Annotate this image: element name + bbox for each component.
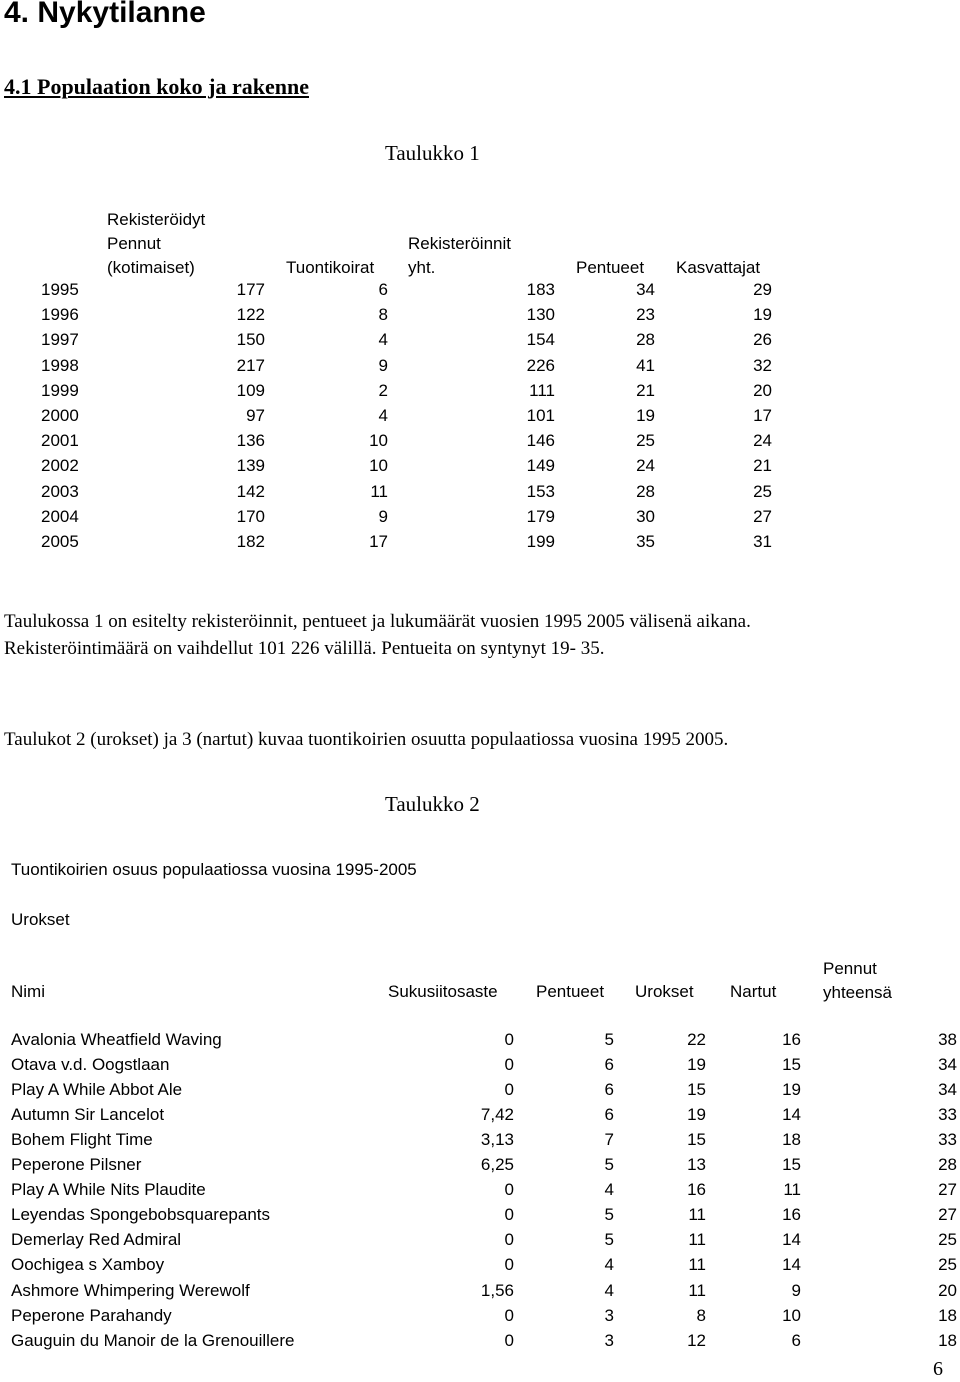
table2-cell-males: 11 [688, 1230, 706, 1250]
table1-cell-breeders: 27 [753, 506, 772, 526]
table1-cell-imports: 11 [370, 481, 388, 501]
table2-cell-coi: 0 [504, 1055, 514, 1075]
table2-cell-litters: 6 [604, 1080, 614, 1100]
table1-cell-breeders: 24 [753, 431, 772, 451]
table1-cell-breeders: 26 [753, 330, 772, 350]
table2-cell-females: 14 [782, 1255, 801, 1275]
table2-cell-females: 19 [782, 1080, 801, 1100]
table2-cell-name: Autumn Sir Lancelot [11, 1105, 165, 1125]
table1-cell-registered: 170 [236, 506, 265, 526]
table2-cell-puppies: 34 [938, 1080, 957, 1100]
paragraph-1-line-2: Rekisteröintimäärä on vaihdellut 101 226 välillä. Pentueita on syntynyt 19- 35. [4, 638, 605, 659]
table2-cell-name: Oochigea s Xamboy [11, 1255, 165, 1275]
table2-cell-females: 16 [782, 1205, 801, 1225]
table2-cell-males: 11 [688, 1255, 706, 1275]
table1-cell-litters: 23 [636, 305, 655, 325]
table1-cell-imports: 8 [378, 305, 388, 325]
table2-cell-puppies: 27 [938, 1180, 957, 1200]
table1-cell-total: 153 [526, 481, 555, 501]
table1-cell-registered: 122 [236, 305, 265, 325]
table2-cell-name: Play A While Abbot Ale [11, 1080, 183, 1100]
table2-cell-males: 19 [687, 1055, 706, 1075]
table2-cell-coi: 6,25 [480, 1155, 514, 1175]
table2-header-litters: Pentueet [536, 982, 605, 1001]
table2-cell-females: 18 [782, 1130, 801, 1150]
table2-cell-coi: 0 [504, 1330, 514, 1350]
table1-cell-litters: 28 [636, 481, 655, 501]
table2-cell-puppies: 33 [938, 1105, 957, 1125]
table1-cell-year: 2003 [41, 481, 79, 501]
table2-header-coi: Sukusiitosaste [388, 982, 498, 1001]
table2-caption: Taulukko 2 [385, 792, 480, 816]
table2-cell-coi: 7,42 [480, 1105, 514, 1125]
table1-cell-registered: 142 [236, 481, 265, 501]
table1-cell-imports: 9 [378, 355, 388, 375]
table2-header-name: Nimi [11, 982, 45, 1001]
table2-cell-name: Otava v.d. Oogstlaan [11, 1055, 170, 1075]
table2-header-puppies: Pennut yhteensä [823, 959, 892, 1002]
table2-cell-coi: 0 [504, 1180, 514, 1200]
table1-cell-registered: 177 [236, 280, 265, 299]
table2-cell-females: 9 [791, 1280, 801, 1300]
table1-cell-breeders: 31 [753, 532, 772, 551]
table1-cell-litters: 34 [636, 280, 655, 299]
section-subheading: 4.1 Populaation koko ja rakenne [4, 74, 309, 99]
table2-cell-females: 16 [782, 1030, 801, 1049]
table1-cell-breeders: 20 [753, 380, 772, 400]
table2-cell-males: 15 [687, 1130, 706, 1150]
table2-cell-name: Bohem Flight Time [11, 1130, 153, 1150]
table1-cell-registered: 139 [236, 456, 265, 476]
table2-cell-puppies: 27 [938, 1205, 957, 1225]
paragraph-2: Taulukot 2 (urokset) ja 3 (nartut) kuvaa tuontikoirien osuutta populaatiossa vuosina 1995 2005. [4, 729, 729, 750]
table2-cell-females: 6 [791, 1330, 801, 1350]
table1-cell-total: 149 [526, 456, 555, 476]
table2-cell-puppies: 33 [938, 1130, 957, 1150]
table1-cell-year: 2005 [41, 532, 79, 551]
page-number: 6 [933, 1358, 943, 1380]
table2-cell-coi: 0 [504, 1305, 514, 1325]
table2-cell-puppies: 38 [938, 1030, 957, 1049]
table1-cell-year: 1995 [41, 280, 79, 299]
table2-cell-coi: 1,56 [480, 1280, 514, 1300]
table2-cell-litters: 5 [604, 1030, 614, 1049]
table2-cell-name: Ashmore Whimpering Werewolf [11, 1280, 250, 1300]
table1-cell-total: 199 [526, 532, 555, 551]
table1-cell-registered: 150 [236, 330, 265, 350]
table1-cell-litters: 35 [636, 532, 655, 551]
table1-cell-imports: 9 [378, 506, 388, 526]
table1-cell-registered: 109 [236, 380, 265, 400]
table1-cell-breeders: 21 [753, 456, 772, 476]
table2-cell-puppies: 28 [938, 1155, 957, 1175]
table1-cell-total: 154 [526, 330, 555, 350]
table2-cell-females: 11 [783, 1180, 801, 1200]
table1-cell-litters: 30 [636, 506, 655, 526]
table2-cell-males: 11 [688, 1280, 706, 1300]
table1-cell-total: 146 [526, 431, 555, 451]
table2-cell-males: 15 [687, 1080, 706, 1100]
table1-cell-year: 1999 [41, 380, 79, 400]
table1-cell-year: 1998 [41, 355, 79, 375]
table1-cell-registered: 97 [246, 406, 265, 425]
table2-cell-name: Play A While Nits Plaudite [11, 1180, 206, 1200]
table2-cell-coi: 0 [504, 1205, 514, 1225]
table1-cell-imports: 10 [369, 456, 388, 476]
table1-cell-breeders: 19 [753, 305, 772, 325]
table2-cell-litters: 5 [604, 1205, 614, 1225]
table2-cell-males: 8 [696, 1305, 706, 1325]
table1-header-litters: Pentueet [576, 258, 645, 277]
table1-cell-total: 179 [526, 506, 555, 526]
table1-cell-imports: 10 [369, 431, 388, 451]
table1-header-breeders: Kasvattajat [676, 258, 761, 277]
table2-subtitle: Urokset [11, 910, 70, 929]
table1-header-registered: Rekisteröidyt Pennut (kotimaiset) [107, 210, 206, 277]
table1-cell-litters: 25 [636, 431, 655, 451]
table2-cell-coi: 0 [504, 1030, 514, 1049]
table2-cell-name: Gauguin du Manoir de la Grenouillere [11, 1330, 295, 1350]
table2-cell-litters: 3 [604, 1305, 614, 1325]
table2-cell-females: 15 [782, 1155, 801, 1175]
table2-header-females: Nartut [730, 982, 777, 1001]
table1-cell-imports: 17 [369, 532, 388, 551]
table1-cell-imports: 6 [378, 280, 388, 299]
table2-cell-name: Peperone Pilsner [11, 1155, 142, 1175]
table1-cell-imports: 4 [378, 406, 388, 425]
table2-cell-males: 22 [687, 1030, 706, 1049]
table2-cell-females: 15 [782, 1055, 801, 1075]
table2-cell-litters: 4 [604, 1180, 614, 1200]
table2-cell-puppies: 34 [938, 1055, 957, 1075]
table2-cell-litters: 4 [604, 1255, 614, 1275]
table2-cell-males: 11 [688, 1205, 706, 1225]
table1-cell-imports: 2 [378, 380, 388, 400]
table1-cell-breeders: 25 [753, 481, 772, 501]
table1-cell-total: 130 [526, 305, 555, 325]
table2-cell-males: 12 [687, 1330, 706, 1350]
table2-cell-litters: 3 [604, 1330, 614, 1350]
table2-cell-litters: 6 [604, 1105, 614, 1125]
table1-cell-total: 226 [526, 355, 555, 375]
table1-cell-year: 2001 [41, 431, 79, 451]
table2-cell-name: Demerlay Red Admiral [11, 1230, 182, 1250]
table2-cell-females: 14 [782, 1230, 801, 1250]
table2-cell-coi: 3,13 [480, 1130, 514, 1150]
paragraph-1-line-1: Taulukossa 1 on esitelty rekisteröinnit, pentueet ja lukumäärät vuosien 1995 2005 välisenä aikana. [4, 611, 751, 632]
table1-cell-imports: 4 [378, 330, 388, 350]
table2-header-males: Urokset [635, 982, 694, 1001]
table1-cell-year: 2004 [41, 506, 79, 526]
table2-cell-puppies: 25 [938, 1230, 957, 1250]
table2-cell-males: 13 [687, 1155, 706, 1175]
table2-cell-females: 14 [782, 1105, 801, 1125]
table2-title: Tuontikoirien osuus populaatiossa vuosina 1995-2005 [11, 860, 417, 879]
table1-cell-litters: 41 [636, 355, 655, 375]
table2-cell-puppies: 25 [938, 1255, 957, 1275]
table2-cell-puppies: 18 [938, 1305, 957, 1325]
table2-cell-males: 19 [687, 1105, 706, 1125]
table1-cell-breeders: 29 [753, 280, 772, 299]
table1-cell-breeders: 32 [753, 355, 772, 375]
table1-cell-registered: 136 [236, 431, 265, 451]
table1-cell-year: 1997 [41, 330, 79, 350]
table1-cell-registered: 182 [236, 532, 265, 551]
table2-cell-litters: 5 [604, 1230, 614, 1250]
table1-cell-total: 111 [529, 380, 555, 400]
table2-cell-coi: 0 [504, 1080, 514, 1100]
table1-header-total: Rekisteröinnit yht. [408, 234, 511, 277]
table1-cell-registered: 217 [236, 355, 265, 375]
page-heading: 4. Nykytilanne [4, 0, 206, 29]
table2-cell-coi: 0 [504, 1255, 514, 1275]
table2-cell-name: Leyendas Spongebobsquarepants [11, 1205, 270, 1225]
table1-cell-litters: 28 [636, 330, 655, 350]
table1-cell-year: 1996 [41, 305, 79, 325]
table2-cell-litters: 6 [604, 1055, 614, 1075]
table1-cell-year: 2000 [41, 406, 79, 425]
table1-caption: Taulukko 1 [385, 141, 480, 165]
table1-cell-breeders: 17 [753, 406, 772, 425]
table2-cell-name: Avalonia Wheatfield Waving [11, 1030, 222, 1049]
table1-cell-total: 101 [526, 406, 555, 425]
table1-cell-total: 183 [526, 280, 555, 299]
table2-cell-litters: 5 [604, 1155, 614, 1175]
table2-cell-puppies: 20 [938, 1280, 957, 1300]
table2-cell-coi: 0 [504, 1230, 514, 1250]
table1-cell-year: 2002 [41, 456, 79, 476]
table2-cell-litters: 7 [604, 1130, 614, 1150]
table2-cell-litters: 4 [604, 1280, 614, 1300]
table1-cell-litters: 21 [636, 380, 655, 400]
table1-cell-litters: 24 [636, 456, 655, 476]
table2-cell-name: Peperone Parahandy [11, 1305, 172, 1325]
table2-cell-puppies: 18 [938, 1330, 957, 1350]
table2-cell-males: 16 [687, 1180, 706, 1200]
table2-cell-females: 10 [782, 1305, 801, 1325]
table1-header-imports: Tuontikoirat [286, 258, 375, 277]
table1-cell-litters: 19 [636, 406, 655, 425]
